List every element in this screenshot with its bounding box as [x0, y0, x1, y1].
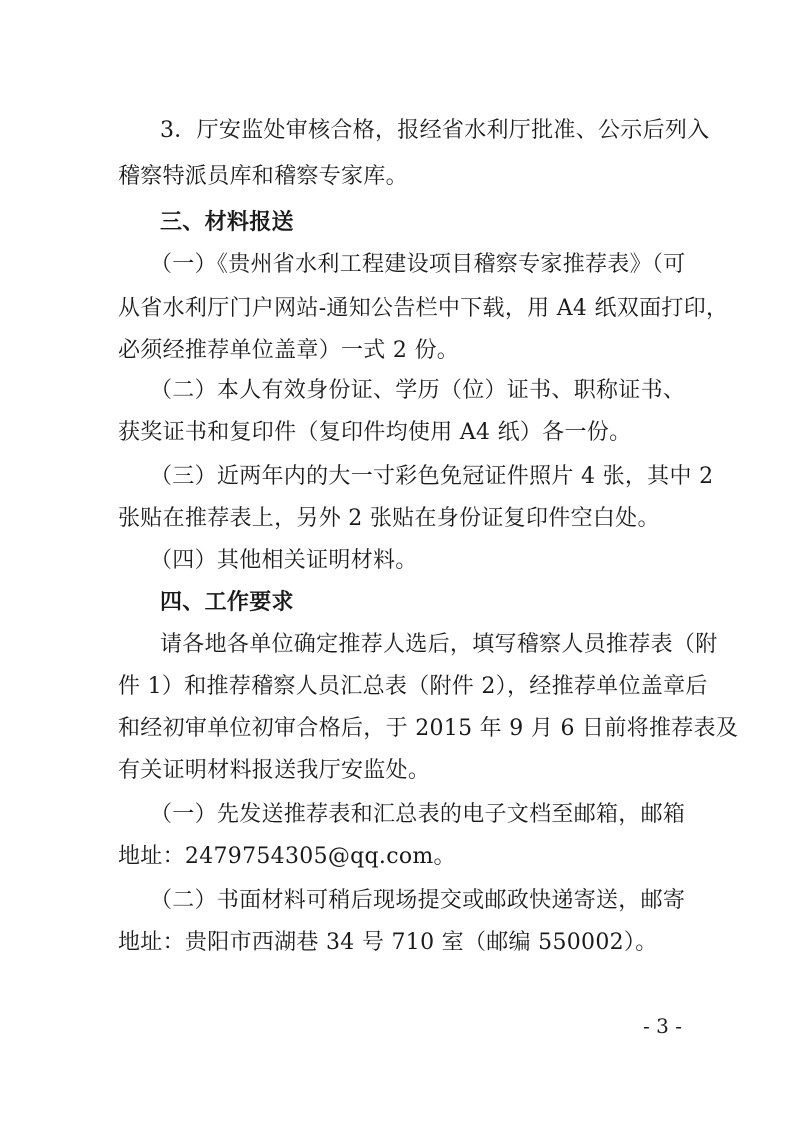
item3-line2: 稽察特派员库和稽察专家库。: [118, 164, 408, 189]
section4-intro-line2: 件 1）和推荐稽察人员汇总表（附件 2），经推荐单位盖章后: [118, 674, 708, 699]
section4-item1-line1: （一）先发送推荐表和汇总表的电子文档至邮箱，邮箱: [150, 802, 686, 827]
section3-item3-line1: （三）近两年内的大一寸彩色免冠证件照片 4 张，其中 2: [150, 464, 714, 489]
section4-item1-line2: 地址：2479754305@qq.com。: [118, 844, 456, 869]
section3-item1-line2: 从省水利厅门户网站-通知公告栏中下载，用 A4 纸双面打印，: [118, 296, 729, 321]
section3-item2-line2: 获奖证书和复印件（复印件均使用 A4 纸）各一份。: [118, 420, 632, 445]
section4-intro-line4: 有关证明材料报送我厅安监处。: [118, 758, 431, 783]
item3-line1: 3．厅安监处审核合格，报经省水利厅批准、公示后列入: [160, 118, 710, 143]
section4-item2-line2: 地址：贵阳市西湖巷 34 号 710 室（邮编 550002）。: [118, 930, 658, 955]
section3-item3-line2: 张贴在推荐表上，另外 2 张贴在身份证复印件空白处。: [118, 506, 660, 531]
section4-item2-line1: （二）书面材料可稍后现场提交或邮政快递寄送，邮寄: [150, 888, 686, 913]
section3-item1-line3: 必须经推荐单位盖章）一式 2 份。: [118, 338, 460, 363]
section4-intro-line1: 请各地各单位确定推荐人选后，填写稽察人员推荐表（附: [160, 632, 718, 657]
section3-item1-line1: （一）《贵州省水利工程建设项目稽察专家推荐表》（可: [150, 252, 686, 277]
section3-heading: 三、材料报送: [160, 210, 294, 235]
section4-heading: 四、工作要求: [160, 590, 294, 615]
section3-item2-line1: （二）本人有效身份证、学历（位）证书、职称证书、: [150, 378, 686, 403]
page-number: - 3 -: [643, 1014, 682, 1038]
section4-intro-line3: 和经初审单位初审合格后，于 2015 年 9 月 6 日前将推荐表及: [118, 716, 739, 741]
section3-item4-line1: （四）其他相关证明材料。: [150, 548, 418, 573]
